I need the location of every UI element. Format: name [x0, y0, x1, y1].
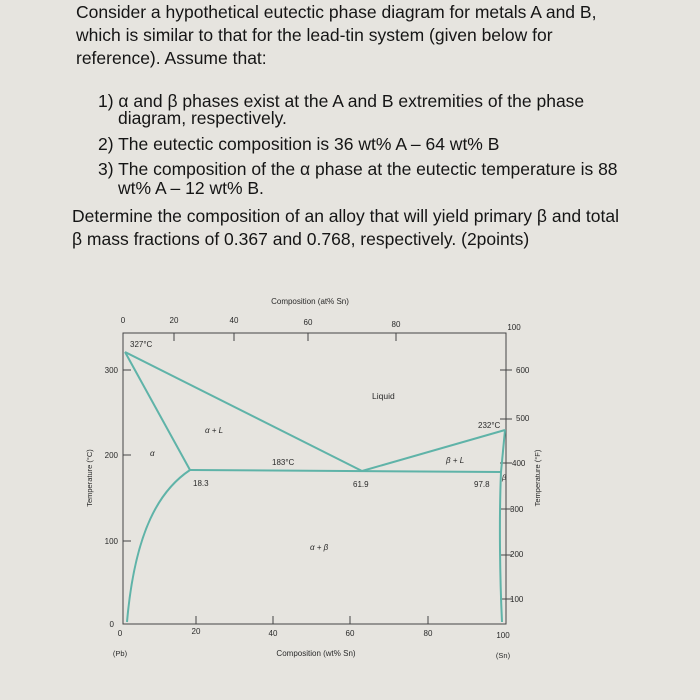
assumption-1-line-2: diagram, respectively. [118, 108, 287, 128]
region-beta-label: β [502, 473, 507, 482]
task-line-2: β mass fractions of 0.367 and 0.768, respectively. (2points) [72, 229, 530, 249]
region-alpha-l-label: α + L [205, 426, 224, 435]
task-line-1: Determine the composition of an alloy that will yield primary β and total [72, 206, 619, 226]
top-tick-label: 100 [507, 323, 521, 332]
pb-melting-point-label: 327°C [130, 340, 153, 349]
alpha-limit-label: 18.3 [193, 479, 209, 488]
region-liquid-label: Liquid [372, 391, 395, 401]
left-axis [85, 366, 131, 629]
region-alpha-beta-label: α + β [310, 543, 329, 552]
top-tick-label: 80 [391, 320, 401, 329]
question-intro-line-3: reference). Assume that: [76, 48, 267, 68]
top-axis [121, 316, 521, 341]
beta-solvus [500, 472, 502, 622]
right-tick-label: 100 [510, 595, 524, 604]
left-tick-label: 200 [104, 451, 118, 460]
bottom-tick-label: 20 [191, 627, 201, 636]
beta-solidus [501, 430, 505, 472]
right-tick-label: 300 [510, 505, 524, 514]
liquidus-left [125, 352, 362, 471]
right-tick-label: 600 [516, 366, 530, 375]
right-tick-label: 500 [516, 414, 530, 423]
left-axis-title: Temperature (°C) [85, 449, 94, 507]
left-tick-label: 100 [104, 537, 118, 546]
region-beta-l-label: β + L [446, 456, 465, 465]
bottom-tick-label: 100 [496, 631, 510, 640]
eutectic-isotherm [190, 470, 501, 472]
liquidus-right [362, 430, 505, 471]
question-intro-line-1: Consider a hypothetical eutectic phase diagram for metals A and B, [76, 2, 597, 22]
question-intro-line-2: which is similar to that for the lead-tin system (given below for [76, 25, 553, 45]
assumption-2: 2) The eutectic composition is 36 wt% A – 64 wt% B [98, 134, 500, 154]
assumption-3-line-2: wt% A – 12 wt% B. [118, 178, 264, 198]
top-tick-label: 0 [120, 316, 126, 325]
sn-melting-point-label: 232°C [478, 421, 501, 430]
sn-label: (Sn) [495, 651, 511, 660]
top-tick-label: 60 [303, 318, 313, 327]
phase-boundaries [125, 352, 505, 622]
right-tick-label: 400 [512, 459, 526, 468]
region-alpha-label: α [150, 449, 155, 458]
assumption-3-line-1: 3) The composition of the α phase at the eutectic temperature is 88 [98, 159, 618, 179]
left-tick-label: 0 [109, 620, 114, 629]
bottom-tick-label: 40 [268, 629, 278, 638]
bottom-axis-title: Composition (wt% Sn) [276, 649, 356, 658]
eutectic-temp-label: 183°C [272, 458, 295, 467]
top-tick-label: 40 [229, 316, 239, 325]
alpha-solvus [127, 470, 190, 622]
bottom-tick-label: 80 [423, 629, 433, 638]
right-axis-title: Temperature (°F) [533, 449, 542, 507]
assumption-1-line-1: 1) α and β phases exist at the A and B extremities of the phase [98, 91, 585, 111]
beta-limit-label: 97.8 [474, 480, 490, 489]
top-tick-label: 20 [169, 316, 179, 325]
bottom-tick-label: 0 [117, 629, 123, 638]
top-axis-title: Composition (at% Sn) [271, 297, 349, 306]
left-tick-label: 300 [104, 366, 118, 375]
right-tick-label: 200 [510, 550, 524, 559]
bottom-tick-label: 60 [345, 629, 355, 638]
bottom-axis [113, 616, 511, 660]
pb-label: (Pb) [112, 649, 128, 658]
alpha-solidus [125, 352, 190, 470]
eutectic-comp-label: 61.9 [353, 480, 369, 489]
